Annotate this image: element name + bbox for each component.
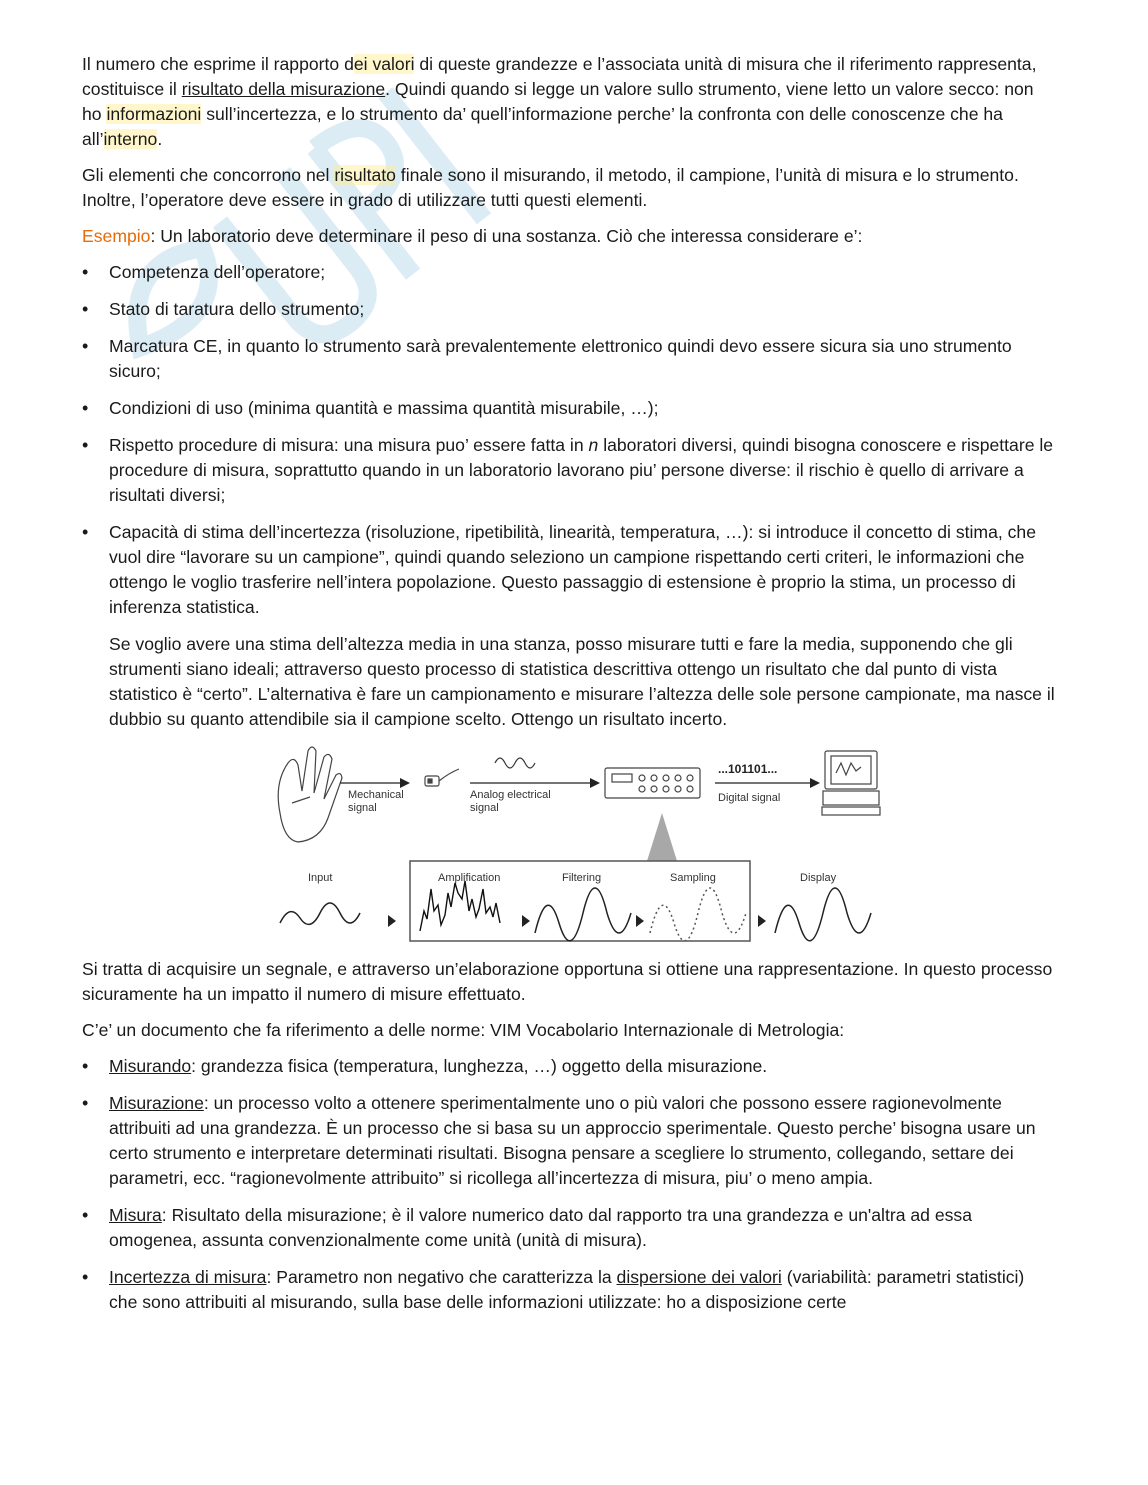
analog-label-1: Analog electrical <box>470 789 551 801</box>
mechanical-label-1: Mechanical <box>348 789 404 801</box>
list-item: • Stato di taratura dello strumento; <box>82 297 1057 322</box>
list-item: • Capacità di stima dell’incertezza (risoluzione, ripetibilità, linearità, temperatura, …): si introduce il concetto di stima, che vuol dire “lavorare su un campione”, quindi quando seleziono un campione rispettando certi criteri, le informazioni che ottengo le voglio trasferire nell’intera popolazione. Questo passaggio di estensione è proprio la stima, un processo di inferenza statistica. <box>82 520 1057 620</box>
arrow-head <box>636 915 644 927</box>
definition-item: • Misurazione: un processo volto a ottenere sperimentalmente uno o più valori che possono essere ragionevolmente attribuiti ad una grandezza. È un processo che si basa su un approccio sperimentale. Questo perche’ bisogna usare un certo strumento e interpretare determinati risultati. Bisogna pensare a scegliere lo strumento, collegando, settare dei parametri, ecc. “ragionevolmente attribuito” si ricollega all’incertezza di misura, piu’ o meno ampia. <box>82 1091 1057 1191</box>
arrow-head <box>522 915 530 927</box>
arrow-head <box>590 778 600 788</box>
list-item: • Competenza dell’operatore; <box>82 260 1057 285</box>
definition-term: Incertezza di misura <box>109 1267 267 1287</box>
filtered-wave <box>535 888 631 941</box>
input-label: Input <box>308 872 333 884</box>
arrow-head <box>400 778 410 788</box>
input-wave <box>280 903 360 924</box>
figure-svg <box>270 743 890 943</box>
paragraph-1: Il numero che esprime il rapporto dei valori di queste grandezze e l’associata unità di misura che il riferimento rappresenta, costituisce il risultato della misurazione. Quindi quando si legge un valore sullo strumento, viene letto un valore secco: non ho informazioni sull’incertezza, e lo strumento da’ quell’informazione perche’ la confronta con delle conoscenze che ha all’interno. <box>82 54 1037 149</box>
definition-item: • Misura: Risultato della misurazione; è il valore numerico dato dal rapporto tra una grandezza e un'altra ad essa omogenea, assunta convenzionalmente come unità (unità di misura). <box>82 1203 1057 1253</box>
definition-term: Misurando <box>109 1056 192 1076</box>
definition-item: • Incertezza di misura: Parametro non negativo che caratterizza la dispersione dei valori (variabilità: parametri statistici) che sono attribuiti al misurando, sulla base delle informazioni utilizzate: ho a disposizione certe <box>82 1265 1057 1315</box>
analog-wave <box>495 758 535 768</box>
display-wave <box>775 888 871 941</box>
underlined-term: dispersione dei valori <box>616 1267 782 1287</box>
definition-item: • Misurando: grandezza fisica (temperatura, lunghezza, …) oggetto della misurazione. <box>82 1054 1057 1079</box>
paragraph-4: Si tratta di acquisire un segnale, e attraverso un’elaborazione opportuna si ottiene una rappresentazione. In questo processo sicuramente ha un impatto il numero di misure effettuato. <box>82 959 1053 1004</box>
mechanical-label-2: signal <box>348 802 377 814</box>
sampling-label: Sampling <box>670 872 716 884</box>
digital-bits: ...101101... <box>718 762 778 776</box>
list-item: • Rispetto procedure di misura: una misura puo’ essere fatta in n laboratori diversi, quindi bisogna conoscere e rispettare le procedure di misura, soprattutto quando in un laboratorio lavorano piu’ persone diverse: il rischio è quello di arrivare a risultati diversi; <box>82 433 1057 508</box>
amplification-label: Amplification <box>438 872 501 884</box>
highlight: ei valori <box>353 54 415 74</box>
document-page <box>82 52 1057 1327</box>
arrow-head <box>810 778 820 788</box>
list-item: • Condizioni di uso (minima quantità e massima quantità misurabile, …); <box>82 396 1057 421</box>
underlined-term: risultato della misurazione <box>181 79 386 99</box>
display-label: Display <box>800 872 837 884</box>
computer-icon <box>822 751 880 815</box>
arrow-head <box>388 915 396 927</box>
indented-paragraph: Se voglio avere una stima dell’altezza media in una stanza, posso misurare tutti e fare la media, supponendo che gli strumenti siano ideali; attraverso questo processo di statistica descrittiva ottengo un risultato che dal punto di vista statistico è “certo”. L’alternativa è fare un campionamento e misurare l’altezza delle sole persone campionate, ma nasce il dubbio su quanto attendibile sia il campione scelto. Ottengo un risultato incerto. <box>109 634 1055 729</box>
arrow-head <box>758 915 766 927</box>
definition-term: Misura <box>109 1205 162 1225</box>
paragraph-2: Gli elementi che concorrono nel risultato finale sono il misurando, il metodo, il campione, l’unità di misura e lo strumento. Inoltre, l’operatore deve essere in grado di utilizzare tutti questi elementi. <box>82 165 1019 210</box>
sensor-icon <box>425 769 459 786</box>
highlight: risultato <box>334 165 396 185</box>
filtering-label: Filtering <box>562 872 602 884</box>
instrument-icon <box>605 768 700 798</box>
amplified-wave <box>420 881 500 931</box>
example-label: Esempio <box>82 226 151 246</box>
sampled-wave <box>650 888 746 941</box>
hand-icon <box>278 747 342 842</box>
signal-acquisition-figure <box>270 743 890 943</box>
highlight: informazioni <box>106 104 202 124</box>
highlight: interno <box>103 129 158 149</box>
pointer-triangle <box>647 813 677 861</box>
analog-label-2: signal <box>470 802 499 814</box>
paragraph-5: C’e’ un documento che fa riferimento a delle norme: VIM Vocabolario Internazionale di Metrologia: <box>82 1020 845 1040</box>
considerations-list <box>82 260 1057 620</box>
paragraph-esempio: Esempio: Un laboratorio deve determinare il peso di una sostanza. Ciò che interessa considerare e’: <box>82 226 863 246</box>
vim-definitions-list <box>82 1054 1057 1315</box>
definition-term: Misurazione <box>109 1093 204 1113</box>
digital-label: Digital signal <box>718 792 781 804</box>
list-item: • Marcatura CE, in quanto lo strumento sarà prevalentemente elettronico quindi devo essere sicura sia uno strumento sicuro; <box>82 334 1057 384</box>
